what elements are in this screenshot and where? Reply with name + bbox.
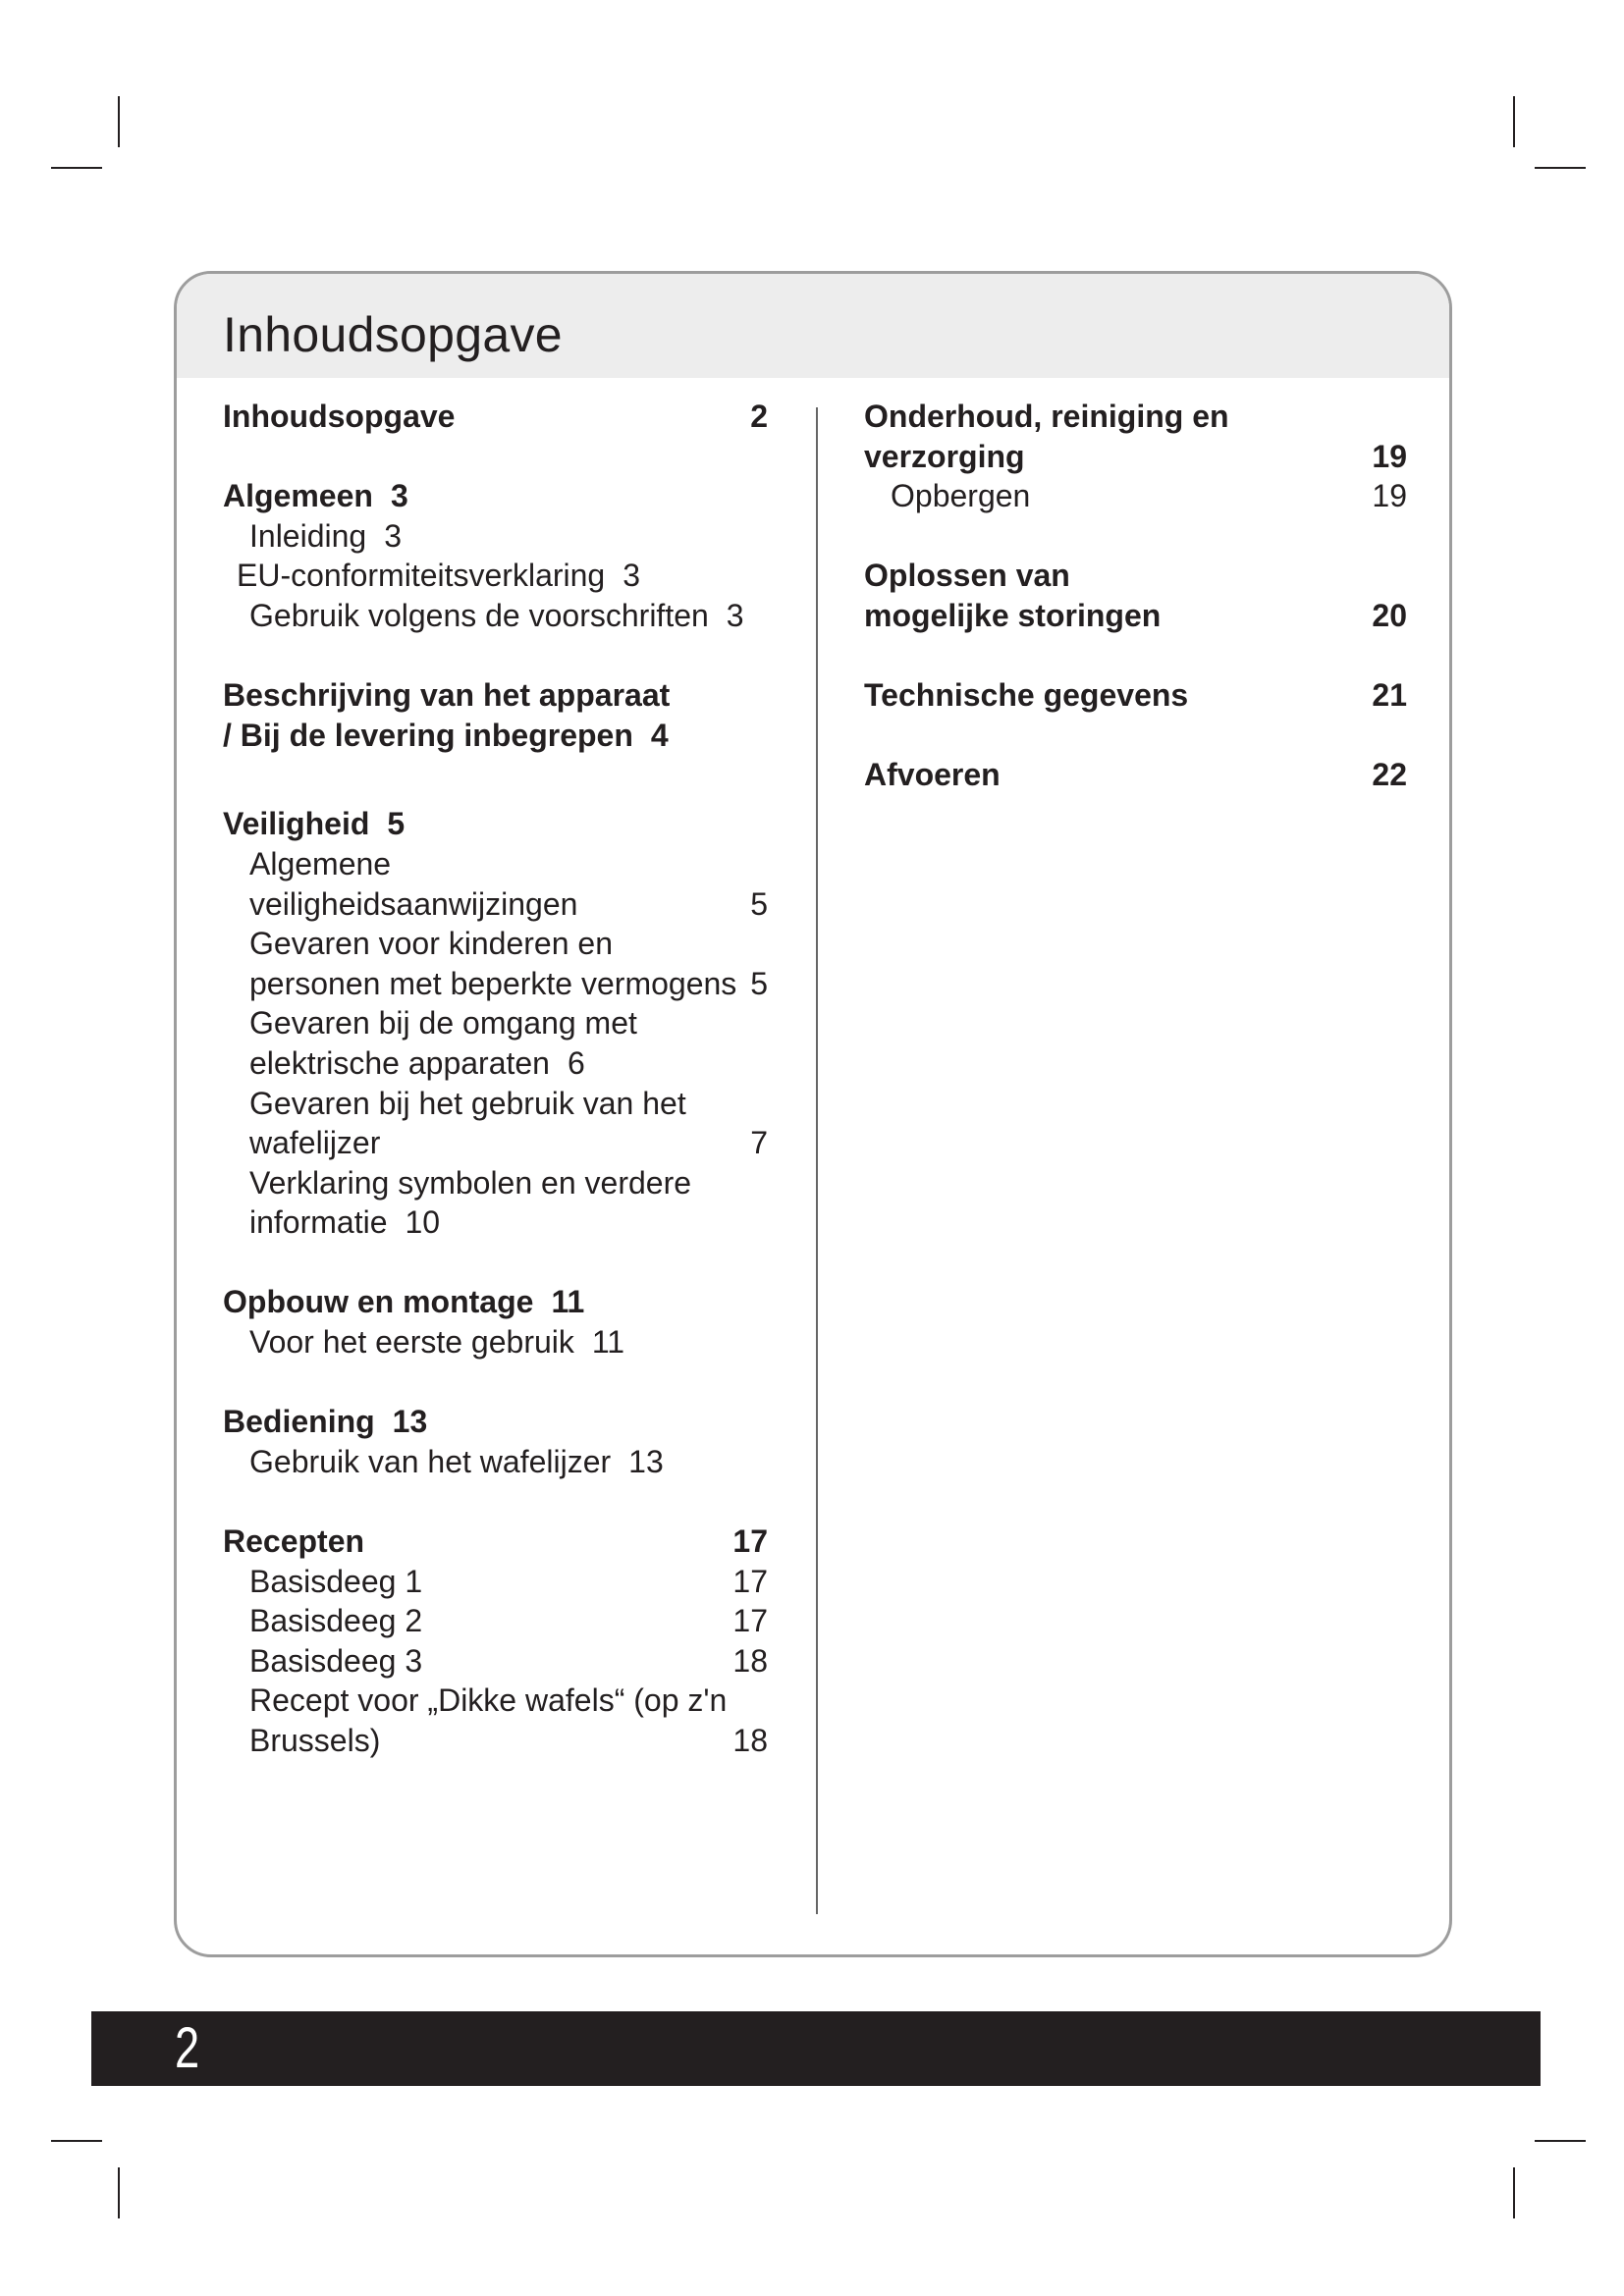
toc-entry-title-line-2: [864, 596, 1407, 636]
toc-subentry-eerste-gebruik[interactable]: [223, 1322, 768, 1362]
toc-entry-page: 3: [384, 517, 402, 554]
toc-entry-title: Basisdeeg 3: [249, 1642, 423, 1679]
toc-subentry-basisdeeg-2[interactable]: [223, 1601, 768, 1641]
spacer: [864, 716, 1407, 756]
toc-entry-page: 19: [1372, 438, 1407, 474]
toc-entry-title-line-2: [864, 437, 1407, 477]
crop-mark-bottom-right-vertical: [1513, 2167, 1515, 2218]
toc-entry-title: / Bij de levering inbegrepen: [223, 717, 633, 753]
toc-entry-title-line-1: Gevaren bij de omgang met: [249, 1005, 637, 1041]
toc-entry-technische-gegevens[interactable]: [864, 675, 1407, 716]
toc-entry-page: 11: [591, 1324, 625, 1361]
toc-entry-page: 20: [1372, 597, 1407, 633]
toc-entry-title: Inleiding: [249, 517, 367, 554]
toc-entry-page: 17: [732, 1603, 768, 1639]
toc-subentry-dikke-wafels[interactable]: [223, 1681, 768, 1760]
crop-mark-bottom-right-horizontal: [1535, 2140, 1586, 2142]
spacer: [864, 636, 1407, 676]
crop-mark-top-left-vertical: [118, 96, 120, 147]
toc-entry-title-line-2: [223, 1043, 768, 1084]
column-divider: [816, 407, 818, 1914]
toc-entry-page: 21: [1372, 677, 1407, 714]
toc-entry-title-line-1: Algemene: [249, 845, 392, 881]
toc-entry-page: 18: [732, 1723, 768, 1758]
toc-entry-title-line-2: [223, 1123, 768, 1163]
toc-entry-title: mogelijke storingen: [864, 597, 1162, 633]
toc-subentry-verklaring-symbolen[interactable]: [223, 1163, 768, 1243]
toc-entry-page: 13: [392, 1404, 428, 1440]
toc-entry-title: personen met beperkte vermogens: [249, 965, 737, 1001]
toc-subentry-gevaren-kinderen[interactable]: [223, 924, 768, 1003]
toc-entry-title: Opbergen: [891, 478, 1031, 514]
toc-entry-title: elektrische apparaten: [249, 1044, 550, 1081]
toc-entry-page: 11: [551, 1284, 585, 1320]
crop-mark-top-right-vertical: [1513, 96, 1515, 147]
spacer: [223, 636, 768, 676]
toc-entry-page: 5: [750, 965, 768, 1001]
toc-entry-title: Algemeen: [223, 478, 373, 514]
toc-entry-page: 13: [628, 1443, 664, 1479]
toc-entry-title: Voor het eerste gebruik: [249, 1324, 574, 1361]
toc-subentry-algemene-veiligheidsaanwijzingen[interactable]: [223, 844, 768, 924]
spacer: [223, 1481, 768, 1522]
toc-entry-page: 17: [732, 1563, 768, 1599]
toc-entry-title: Technische gegevens: [864, 677, 1189, 714]
toc-subentry-gebruik-volgens-voorschriften[interactable]: [223, 596, 768, 636]
toc-entry-title-line-1: Verklaring symbolen en verdere: [249, 1164, 692, 1201]
toc-subentry-inleiding[interactable]: [223, 516, 768, 557]
crop-mark-bottom-left-vertical: [118, 2167, 120, 2218]
toc-entry-title: informatie: [249, 1204, 388, 1241]
toc-entry-page: 17: [732, 1523, 768, 1560]
toc-entry-title-line-2: [223, 1202, 768, 1243]
toc-entry-inhoudsopgave[interactable]: [223, 397, 768, 437]
toc-subentry-basisdeeg-1[interactable]: [223, 1562, 768, 1602]
toc-entry-page: 3: [390, 478, 408, 514]
toc-entry-recepten[interactable]: [223, 1522, 768, 1562]
toc-entry-afvoeren[interactable]: [864, 755, 1407, 795]
toc-entry-title-line-1: Recept voor „Dikke wafels“ (op z'n: [249, 1682, 728, 1719]
toc-entry-opbouw-montage[interactable]: [223, 1282, 768, 1322]
crop-mark-bottom-left-horizontal: [51, 2140, 102, 2142]
toc-entry-page: 10: [405, 1204, 441, 1241]
toc-subentry-opbergen[interactable]: [864, 476, 1407, 516]
spacer: [223, 1362, 768, 1403]
toc-header: [177, 274, 1449, 378]
toc-entry-title-line-2: [223, 716, 768, 756]
crop-mark-top-left-horizontal: [51, 167, 102, 169]
toc-entry-veiligheid[interactable]: [223, 804, 768, 844]
toc-entry-page: 5: [387, 806, 406, 842]
toc-entry-title: Recepten: [223, 1523, 365, 1560]
toc-entry-title: Basisdeeg 2: [249, 1603, 423, 1639]
toc-subentry-gevaren-wafelijzer[interactable]: [223, 1084, 768, 1163]
toc-entry-page: 5: [750, 885, 768, 922]
toc-entry-title-line-1: Beschrijving van het apparaat: [223, 677, 671, 714]
toc-entry-title: verzorging: [864, 438, 1025, 474]
toc-entry-oplossen-storingen[interactable]: [864, 556, 1407, 635]
toc-entry-title: wafelijzer: [249, 1125, 381, 1161]
toc-entry-title-line-2: [223, 884, 768, 925]
toc-entry-page: 2: [750, 399, 768, 434]
toc-entry-page: 18: [732, 1642, 768, 1679]
toc-entry-title: veiligheidsaanwijzingen: [249, 885, 578, 922]
toc-entry-title-line-2: [223, 964, 768, 1004]
toc-subentry-gevaren-elektrische-apparaten[interactable]: [223, 1003, 768, 1083]
toc-entry-title-line-1: Onderhoud, reiniging en: [864, 399, 1229, 434]
toc-entry-page: 3: [726, 597, 744, 633]
toc-entry-page: 7: [750, 1125, 768, 1161]
page-title: Inhoudsopgave: [223, 307, 563, 362]
toc-entry-onderhoud[interactable]: [864, 397, 1407, 476]
toc-entry-algemeen[interactable]: [223, 476, 768, 516]
toc-entry-bediening[interactable]: [223, 1402, 768, 1442]
toc-entry-page: 22: [1372, 757, 1407, 793]
toc-entry-title: Veiligheid: [223, 806, 370, 842]
toc-entry-title: Afvoeren: [864, 757, 1001, 793]
table-of-contents-box: [174, 271, 1452, 1957]
toc-entry-beschrijving[interactable]: [223, 675, 768, 755]
toc-right-column: [864, 397, 1407, 795]
toc-entry-title: Bediening: [223, 1404, 375, 1440]
toc-entry-title: Gebruik van het wafelijzer: [249, 1443, 612, 1479]
toc-entry-title: Gebruik volgens de voorschriften: [249, 597, 709, 633]
footer-bar: [91, 2011, 1541, 2086]
toc-entry-title-line-1: Gevaren bij het gebruik van het: [249, 1085, 686, 1121]
toc-subentry-gebruik-wafelijzer[interactable]: [223, 1442, 768, 1482]
toc-entry-title: EU-conformiteitsverklaring: [237, 558, 606, 594]
toc-entry-page: 3: [623, 558, 641, 594]
toc-entry-title-line-2: [223, 1721, 768, 1761]
spacer: [864, 516, 1407, 557]
toc-entry-title-line-1: Oplossen van: [864, 558, 1070, 594]
crop-mark-top-right-horizontal: [1535, 167, 1586, 169]
toc-entry-title: Brussels): [249, 1723, 381, 1758]
toc-entry-page: 4: [650, 717, 669, 753]
toc-entry-title: Basisdeeg 1: [249, 1563, 423, 1599]
toc-subentry-basisdeeg-3[interactable]: [223, 1641, 768, 1682]
spacer: [223, 755, 768, 804]
spacer: [223, 437, 768, 477]
toc-subentry-eu-conformiteitsverklaring[interactable]: [223, 556, 768, 596]
toc-entry-page: 19: [1372, 478, 1407, 514]
spacer: [223, 1243, 768, 1283]
toc-entry-title: Inhoudsopgave: [223, 399, 456, 434]
toc-entry-page: 6: [567, 1044, 585, 1081]
toc-left-column: [223, 397, 768, 1761]
toc-entry-title: Opbouw en montage: [223, 1284, 534, 1320]
toc-entry-title-line-1: Gevaren voor kinderen en: [249, 926, 613, 962]
page-number: 2: [175, 2016, 200, 2080]
